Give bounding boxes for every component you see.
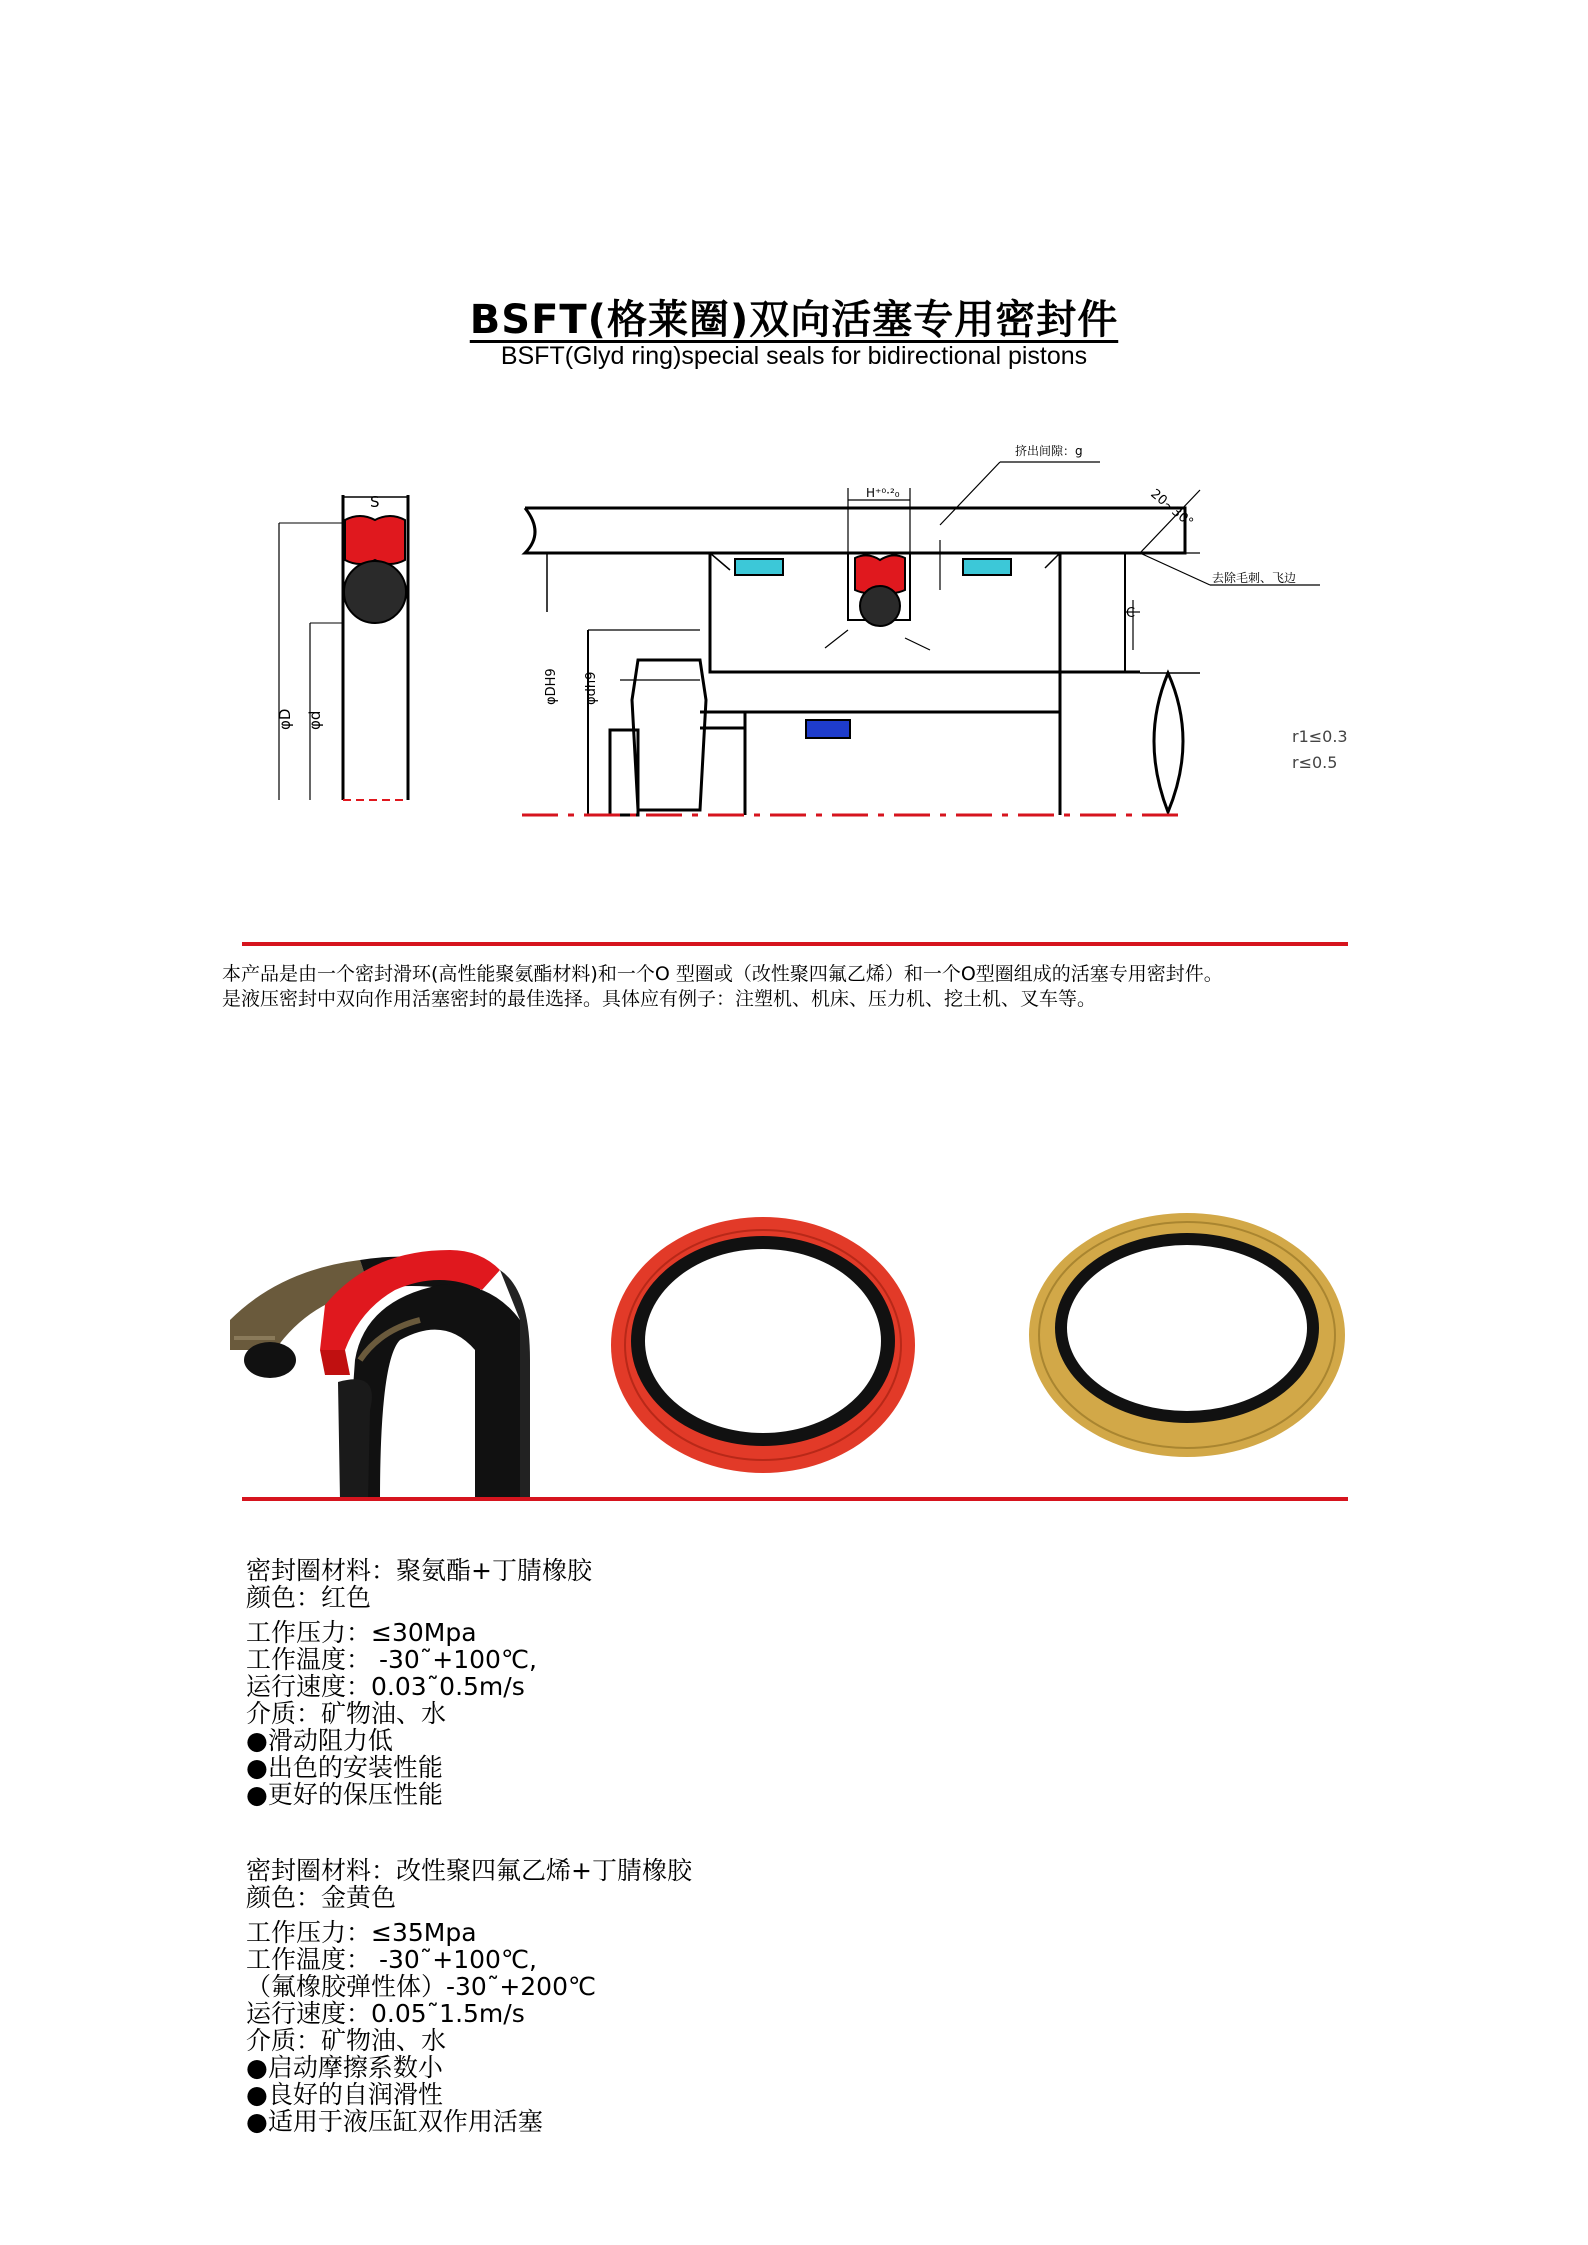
spec2-temperature: 工作温度： -30˜+100℃, [246,1945,537,1974]
piston-assembly-drawing [525,508,1200,815]
guide-ring-right [963,559,1011,575]
label-phi-d-inner: φd [306,710,324,730]
product-photos [220,1210,1400,1500]
product-red-ring-image [611,1217,915,1473]
label-dh9-inner: φdh9 [584,671,599,705]
page-title: BSFT(格莱圈)双向活塞专用密封件 [469,297,1119,343]
product-gold-ring-image [1029,1213,1345,1457]
page-subtitle: BSFT(Glyd ring)special seals for bidirectional pistons [500,342,1088,370]
spec1-material: 密封圈材料：聚氨酯+丁腈橡胶 [246,1556,592,1585]
spec1-feature-2: ●出色的安装性能 [246,1753,443,1782]
spec1-feature-3: ●更好的保压性能 [246,1780,443,1809]
guide-ring-left [735,559,783,575]
spec2-feature-2: ●良好的自润滑性 [246,2080,443,2109]
spec-block-polyurethane [246,1557,592,1808]
description-line-1: 本产品是由一个密封滑环(高性能聚氨酯材料)和一个O 型圈或（改性聚四氟乙烯）和一个O型圈组成的活塞专用密封件。 [222,963,1223,985]
label-dh9: φDH9 [544,668,559,705]
spec2-feature-3: ●适用于液压缸双作用活塞 [246,2107,543,2136]
spec2-medium: 介质：矿物油、水 [246,2026,447,2055]
spec2-material: 密封圈材料：改性聚四氟乙烯+丁腈橡胶 [246,1856,692,1885]
spec1-feature-1: ●滑动阻力低 [246,1726,393,1755]
dimension-lines [588,462,1320,680]
label-r1: r1≤0.3 [1292,727,1348,746]
label-c: C [1126,606,1136,621]
spec2-speed: 运行速度：0.05˜1.5m/s [246,1999,525,2028]
spec2-temperature-fkm: （氟橡胶弹性体）-30˜+200℃ [246,1972,597,2001]
spec1-pressure: 工作压力：≤30Mpa [246,1618,477,1647]
spec1-speed: 运行速度：0.03˜0.5m/s [246,1672,525,1701]
spec1-temperature: 工作温度： -30˜+100℃, [246,1645,537,1674]
spec-block-ptfe [246,1857,692,2135]
product-cutaway-image [230,1250,530,1500]
product-description [222,962,1223,1012]
label-h: H⁺⁰·²₀ [866,486,900,500]
label-phi-d-outer: φD [276,708,294,730]
seal-profile-drawing [279,495,408,800]
label-s: S [370,493,380,511]
label-angle: 20~30° [1147,486,1196,531]
label-extrusion-gap: 挤出间隙：g [1015,444,1083,458]
seal-cross-section-diagram [0,420,1588,850]
description-line-2: 是液压密封中双向作用活塞密封的最佳选择。具体应有例子：注塑机、机床、压力机、挖土机、叉车等。 [222,988,1097,1010]
label-r: r≤0.5 [1292,753,1338,772]
wear-ring-blue [806,720,850,738]
spec1-medium: 介质：矿物油、水 [246,1699,447,1728]
divider-top [242,942,1348,946]
spec2-feature-1: ●启动摩擦系数小 [246,2053,443,2082]
spec2-color: 颜色：金黄色 [246,1883,397,1912]
divider-bottom [242,1497,1348,1501]
spec1-color: 颜色：红色 [246,1583,372,1612]
o-ring [860,586,900,626]
label-deburr: 去除毛刺、飞边 [1212,571,1297,585]
spec2-pressure: 工作压力：≤35Mpa [246,1918,477,1947]
